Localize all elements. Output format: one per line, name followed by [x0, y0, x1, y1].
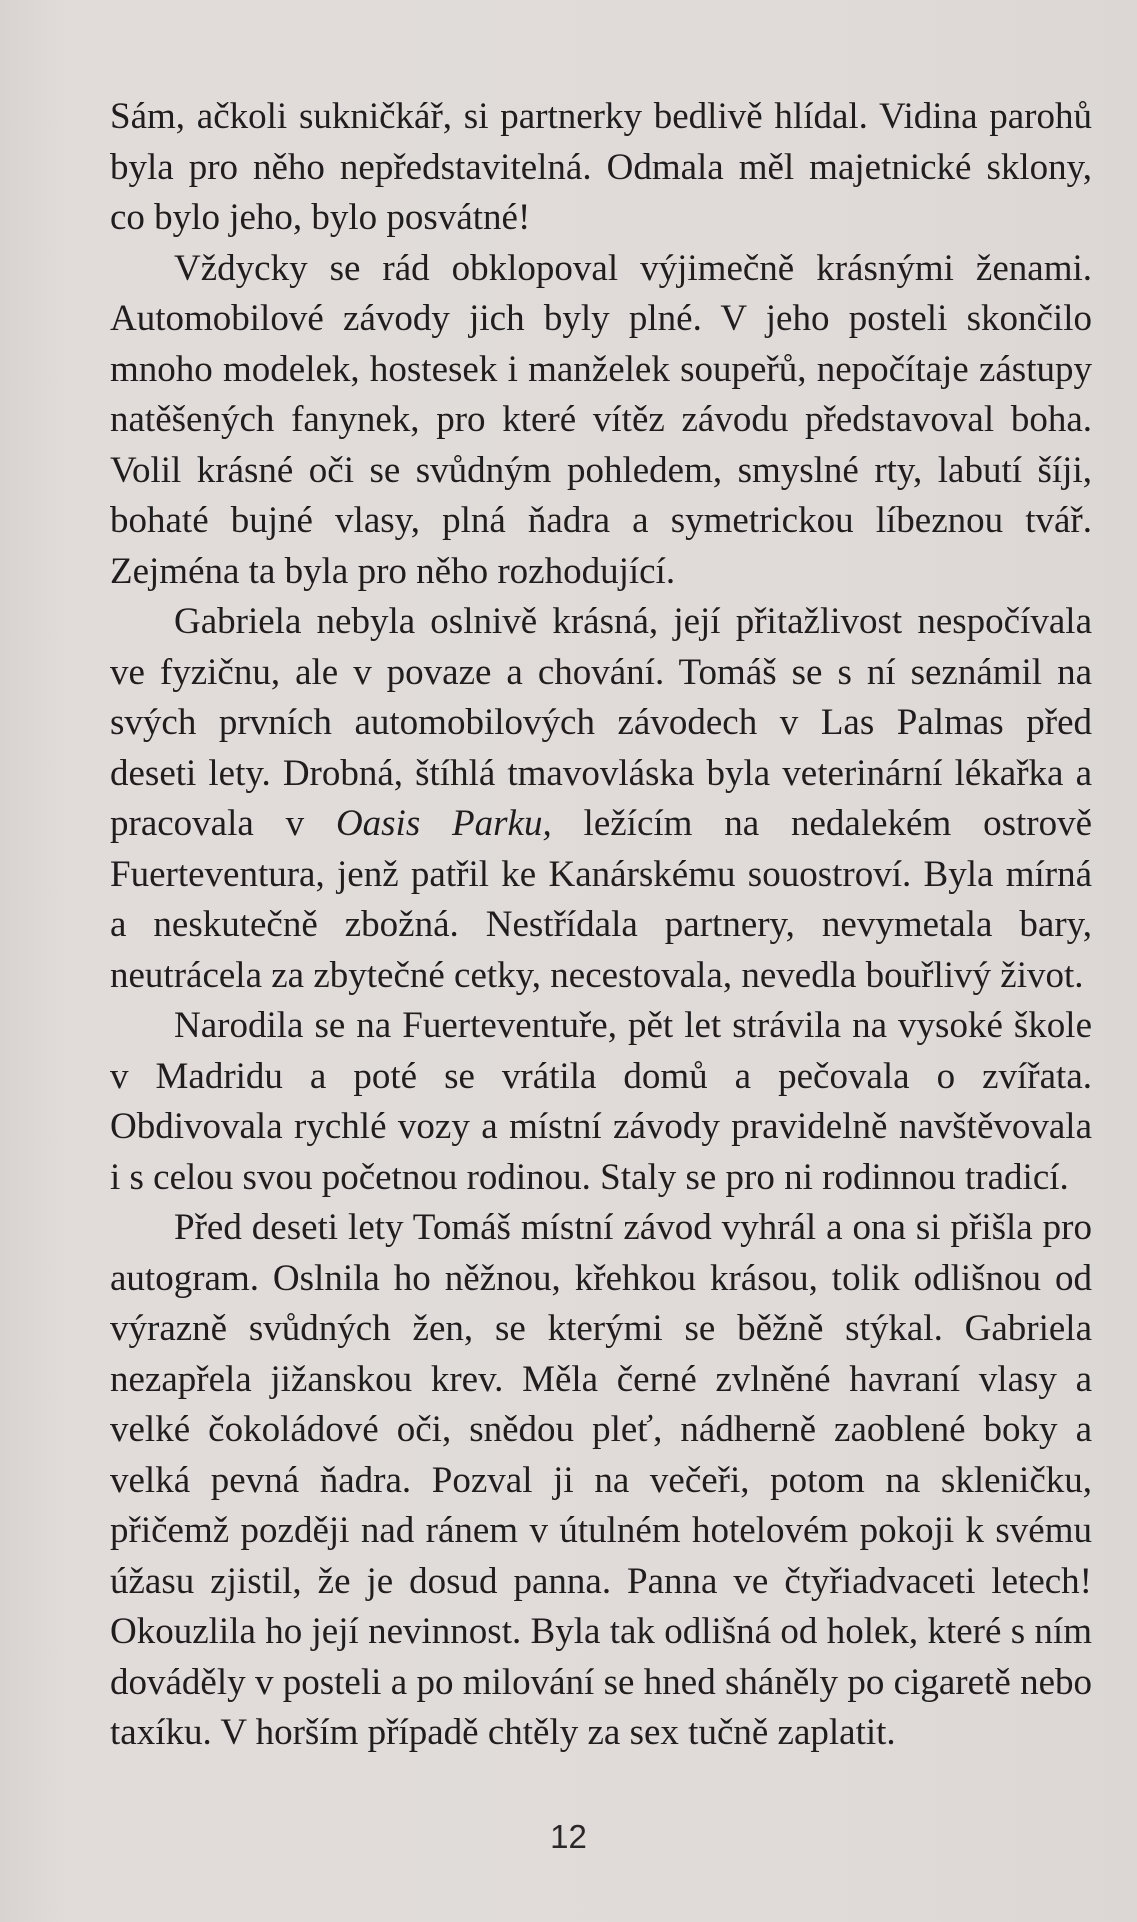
page-number: 12: [550, 1818, 587, 1855]
paragraph-3-italic: Oasis Parku,: [335, 803, 552, 844]
paragraph-1: Sám, ačkoli sukničkář, si partnerky bedlivě hlídal. Vidina parohů byla pro něho nepředstavitelná. Odmala měl majetnické sklony, co bylo jeho, bylo posvátné!: [110, 96, 1092, 238]
paragraph-2: Vždycky se rád obklopoval výjimečně krásnými ženami. Automobilové závody jich byly plné. V jeho posteli skončilo mnoho modelek, hostesek i manželek soupeřů, nepočítaje zástupy natěšených fanynek, pro které vítěz závodu představoval boha. Volil krásné oči se svůdným pohledem, smyslné rty, labutí šíji, bohaté bujné vlasy, plná ňadra a symetrickou líbeznou tvář. Zejména ta byla pro něho rozhodující.: [110, 247, 1092, 592]
paragraph-3-after: ležícím na nedalekém ostrově Fuerteventura, jenž patřil ke Kanárskému souostroví. Byla mírná a neskutečně zbožná. Nestřídala partnery, nevymetala bary, neutrácela za zbytečné cetky, necestovala, nevedla bouřlivý život.: [110, 803, 1092, 996]
body-text: [110, 92, 1092, 1759]
paragraph-3: [110, 597, 1092, 1001]
paragraph-4: Narodila se na Fuerteventuře, pět let strávila na vysoké škole v Madridu a poté se vrátila domů a pečovala o zvířata. Obdivovala rychlé vozy a místní závody pravidelně navštěvovala i s celou svou početnou rodinou. Staly se pro ni rodinnou tradicí.: [110, 1005, 1092, 1198]
paragraph-5: Před deseti lety Tomáš místní závod vyhrál a ona si přišla pro autogram. Oslnila ho něžnou, křehkou krásou, tolik odlišnou od výrazně svůdných žen, se kterými se běžně stýkal. Gabriela nezapřela jižanskou krev. Měla černé zvlněné havraní vlasy a velké čokoládové oči, snědou pleť, nádherně zaoblené boky a velká pevná ňadra. Pozval ji na večeři, potom na skleničku, přičemž později nad ránem v útulném hotelovém pokoji k svému úžasu zjistil, že je dosud panna. Panna ve čtyřiadvaceti letech! Okouzlila ho její nevinnost. Byla tak odlišná od holek, které s ním dováděly v posteli a po milování se hned sháněly po cigaretě nebo taxíku. V horším případě chtěly za sex tučně zaplatit.: [110, 1207, 1092, 1753]
paragraph-3-before: Gabriela nebyla oslnivě krásná, její přitažlivost nespočívala ve fyzičnu, ale v povaze a chování. Tomáš se s ní seznámil na svých prvních automobilových závodech v Las Palmas před deseti lety. Drobná, štíhlá tmavovláska byla veterinární lékařka a pracovala v: [110, 601, 1092, 844]
